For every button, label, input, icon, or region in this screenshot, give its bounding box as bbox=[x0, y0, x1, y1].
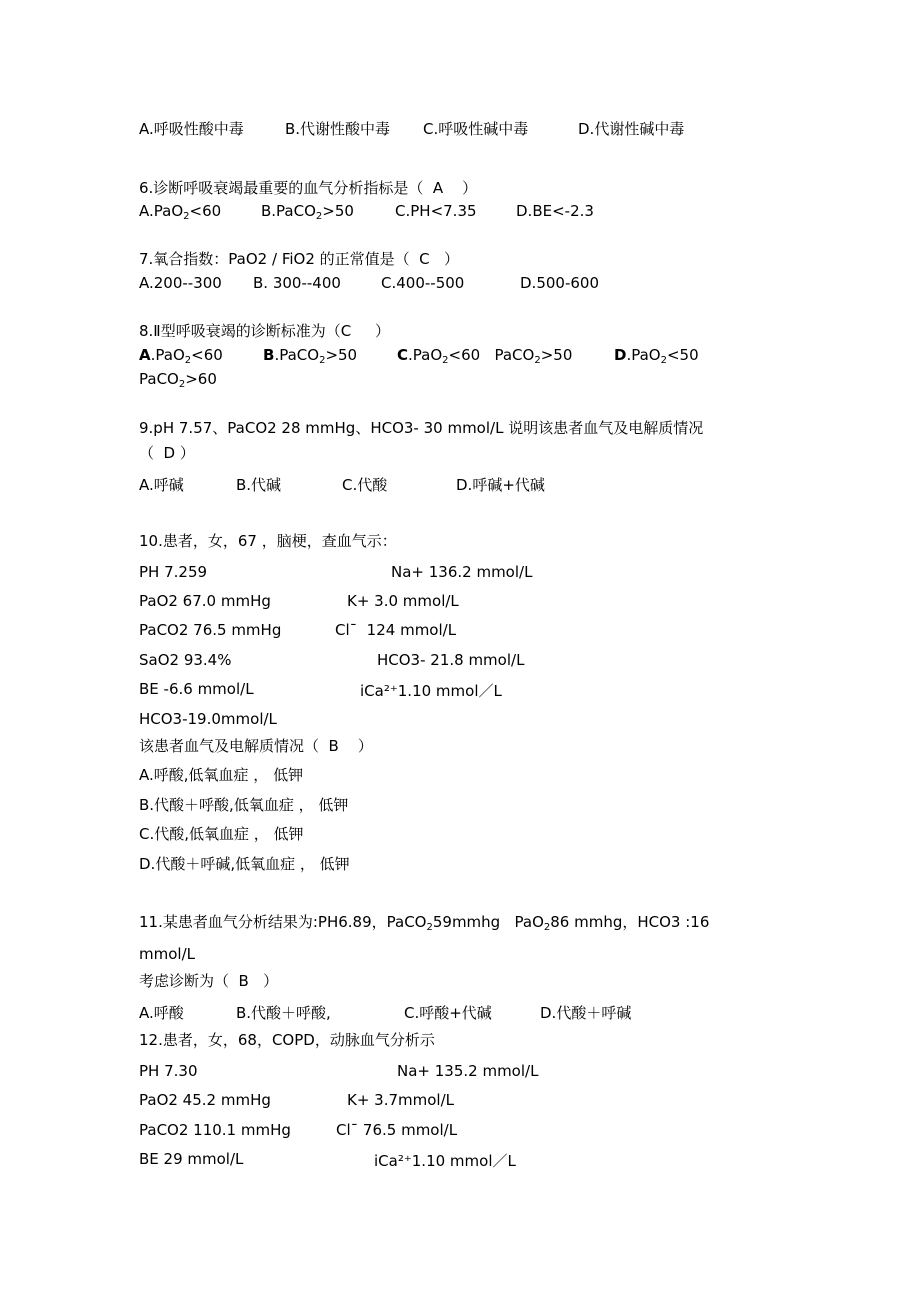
q11-option-d: D.代酸＋呼碱 bbox=[540, 1004, 632, 1022]
q9-option-d: D.呼碱+代碱 bbox=[456, 476, 545, 494]
q10-option-d: D.代酸＋呼碱,低氧血症 ， 低钾 bbox=[139, 855, 350, 873]
q11-stem-continued: mmol/L bbox=[139, 945, 195, 963]
q6-option-b: B.PaCO$_2$>50 bbox=[261, 202, 354, 222]
lab-value: HCO3-19.0mmol/L bbox=[139, 710, 277, 728]
lab-value: PH 7.30 bbox=[139, 1062, 198, 1080]
lab-value: Cl¯ 124 mmol/L bbox=[335, 621, 457, 639]
lab-value: SaO2 93.4% bbox=[139, 651, 232, 669]
q8-option-d: D.PaO$_2$<50 bbox=[614, 346, 699, 366]
lab-value: HCO3- 21.8 mmol/L bbox=[377, 651, 525, 669]
q8-option-a: A.PaO$_2$<60 bbox=[139, 346, 223, 366]
q5-option-b: B.代谢性酸中毒 bbox=[285, 120, 391, 138]
q9-option-a: A.呼碱 bbox=[139, 476, 184, 494]
q11-option-a: A.呼酸 bbox=[139, 1004, 184, 1022]
q7-stem: 7.氧合指数：PaO2 / FiO2 的正常值是（ C ） bbox=[139, 250, 459, 268]
q11-option-b: B.代酸＋呼酸, bbox=[236, 1004, 331, 1022]
q5-option-d: D.代谢性碱中毒 bbox=[578, 120, 685, 138]
q7-option-d: D.500-600 bbox=[520, 274, 599, 292]
lab-value: PaO2 67.0 mmHg bbox=[139, 592, 271, 610]
q10-stem: 10.患者，女，67 ，脑梗，查血气示： bbox=[139, 532, 397, 550]
q9-stem: 9.pH 7.57、PaCO2 28 mmHg、HCO3- 30 mmol/L 说明该患者血气及电解质情况 bbox=[139, 419, 704, 437]
q10-option-b: B.代酸＋呼酸,低氧血症 ， 低钾 bbox=[139, 796, 349, 814]
lab-value: Na+ 136.2 mmol/L bbox=[391, 563, 533, 581]
q7-option-b: B. 300--400 bbox=[253, 274, 341, 292]
lab-value: K+ 3.7mmol/L bbox=[347, 1091, 455, 1109]
lab-value: PaCO2 110.1 mmHg bbox=[139, 1121, 291, 1139]
q6-option-a: A.PaO$_2$<60 bbox=[139, 202, 222, 222]
q5-option-a: A.呼吸性酸中毒 bbox=[139, 120, 244, 138]
q9-option-b: B.代碱 bbox=[236, 476, 282, 494]
q7-option-a: A.200--300 bbox=[139, 274, 222, 292]
q11-stem: 11.某患者血气分析结果为:PH6.89，PaCO$_2$59mmhg PaO$_2$86 mmhg，HCO3 :16 bbox=[139, 913, 710, 933]
q10-option-c: C.代酸,低氧血症 ， 低钾 bbox=[139, 825, 304, 843]
q6-option-c: C.PH<7.35 bbox=[395, 202, 477, 220]
lab-value: Cl¯ 76.5 mmol/L bbox=[336, 1121, 458, 1139]
q9-option-c: C.代酸 bbox=[342, 476, 388, 494]
q8-option-d-continued: PaCO$_2$>60 bbox=[139, 370, 217, 390]
lab-value: Na+ 135.2 mmol/L bbox=[397, 1062, 539, 1080]
q6-stem: 6.诊断呼吸衰竭最重要的血气分析指标是（ A ） bbox=[139, 179, 478, 197]
q10-option-a: A.呼酸,低氧血症 ， 低钾 bbox=[139, 766, 304, 784]
q12-stem: 12.患者，女，68，COPD，动脉血气分析示 bbox=[139, 1031, 435, 1049]
q9-answer: （ D ） bbox=[139, 444, 195, 462]
q8-option-c: C.PaO$_2$<60 PaCO$_2$>50 bbox=[397, 346, 573, 366]
q7-option-c: C.400--500 bbox=[381, 274, 465, 292]
lab-value: BE -6.6 mmol/L bbox=[139, 680, 254, 698]
lab-value: PaCO2 76.5 mmHg bbox=[139, 621, 282, 639]
q11-option-c: C.呼酸+代碱 bbox=[404, 1004, 492, 1022]
q8-stem: 8.Ⅱ型呼吸衰竭的诊断标准为（C ） bbox=[139, 322, 391, 340]
q5-option-c: C.呼吸性碱中毒 bbox=[423, 120, 529, 138]
q8-option-b: B.PaCO$_2$>50 bbox=[263, 346, 358, 366]
q10-question: 该患者血气及电解质情况（ B ） bbox=[139, 737, 373, 755]
lab-value: iCa²⁺1.10 mmol／L bbox=[360, 682, 502, 700]
q11-question: 考虑诊断为（ B ） bbox=[139, 972, 279, 990]
lab-value: BE 29 mmol/L bbox=[139, 1150, 244, 1168]
lab-value: PH 7.259 bbox=[139, 563, 208, 581]
q6-option-d: D.BE<-2.3 bbox=[516, 202, 594, 220]
lab-value: PaO2 45.2 mmHg bbox=[139, 1091, 271, 1109]
lab-value: K+ 3.0 mmol/L bbox=[347, 592, 459, 610]
lab-value: iCa²⁺1.10 mmol／L bbox=[374, 1152, 516, 1170]
